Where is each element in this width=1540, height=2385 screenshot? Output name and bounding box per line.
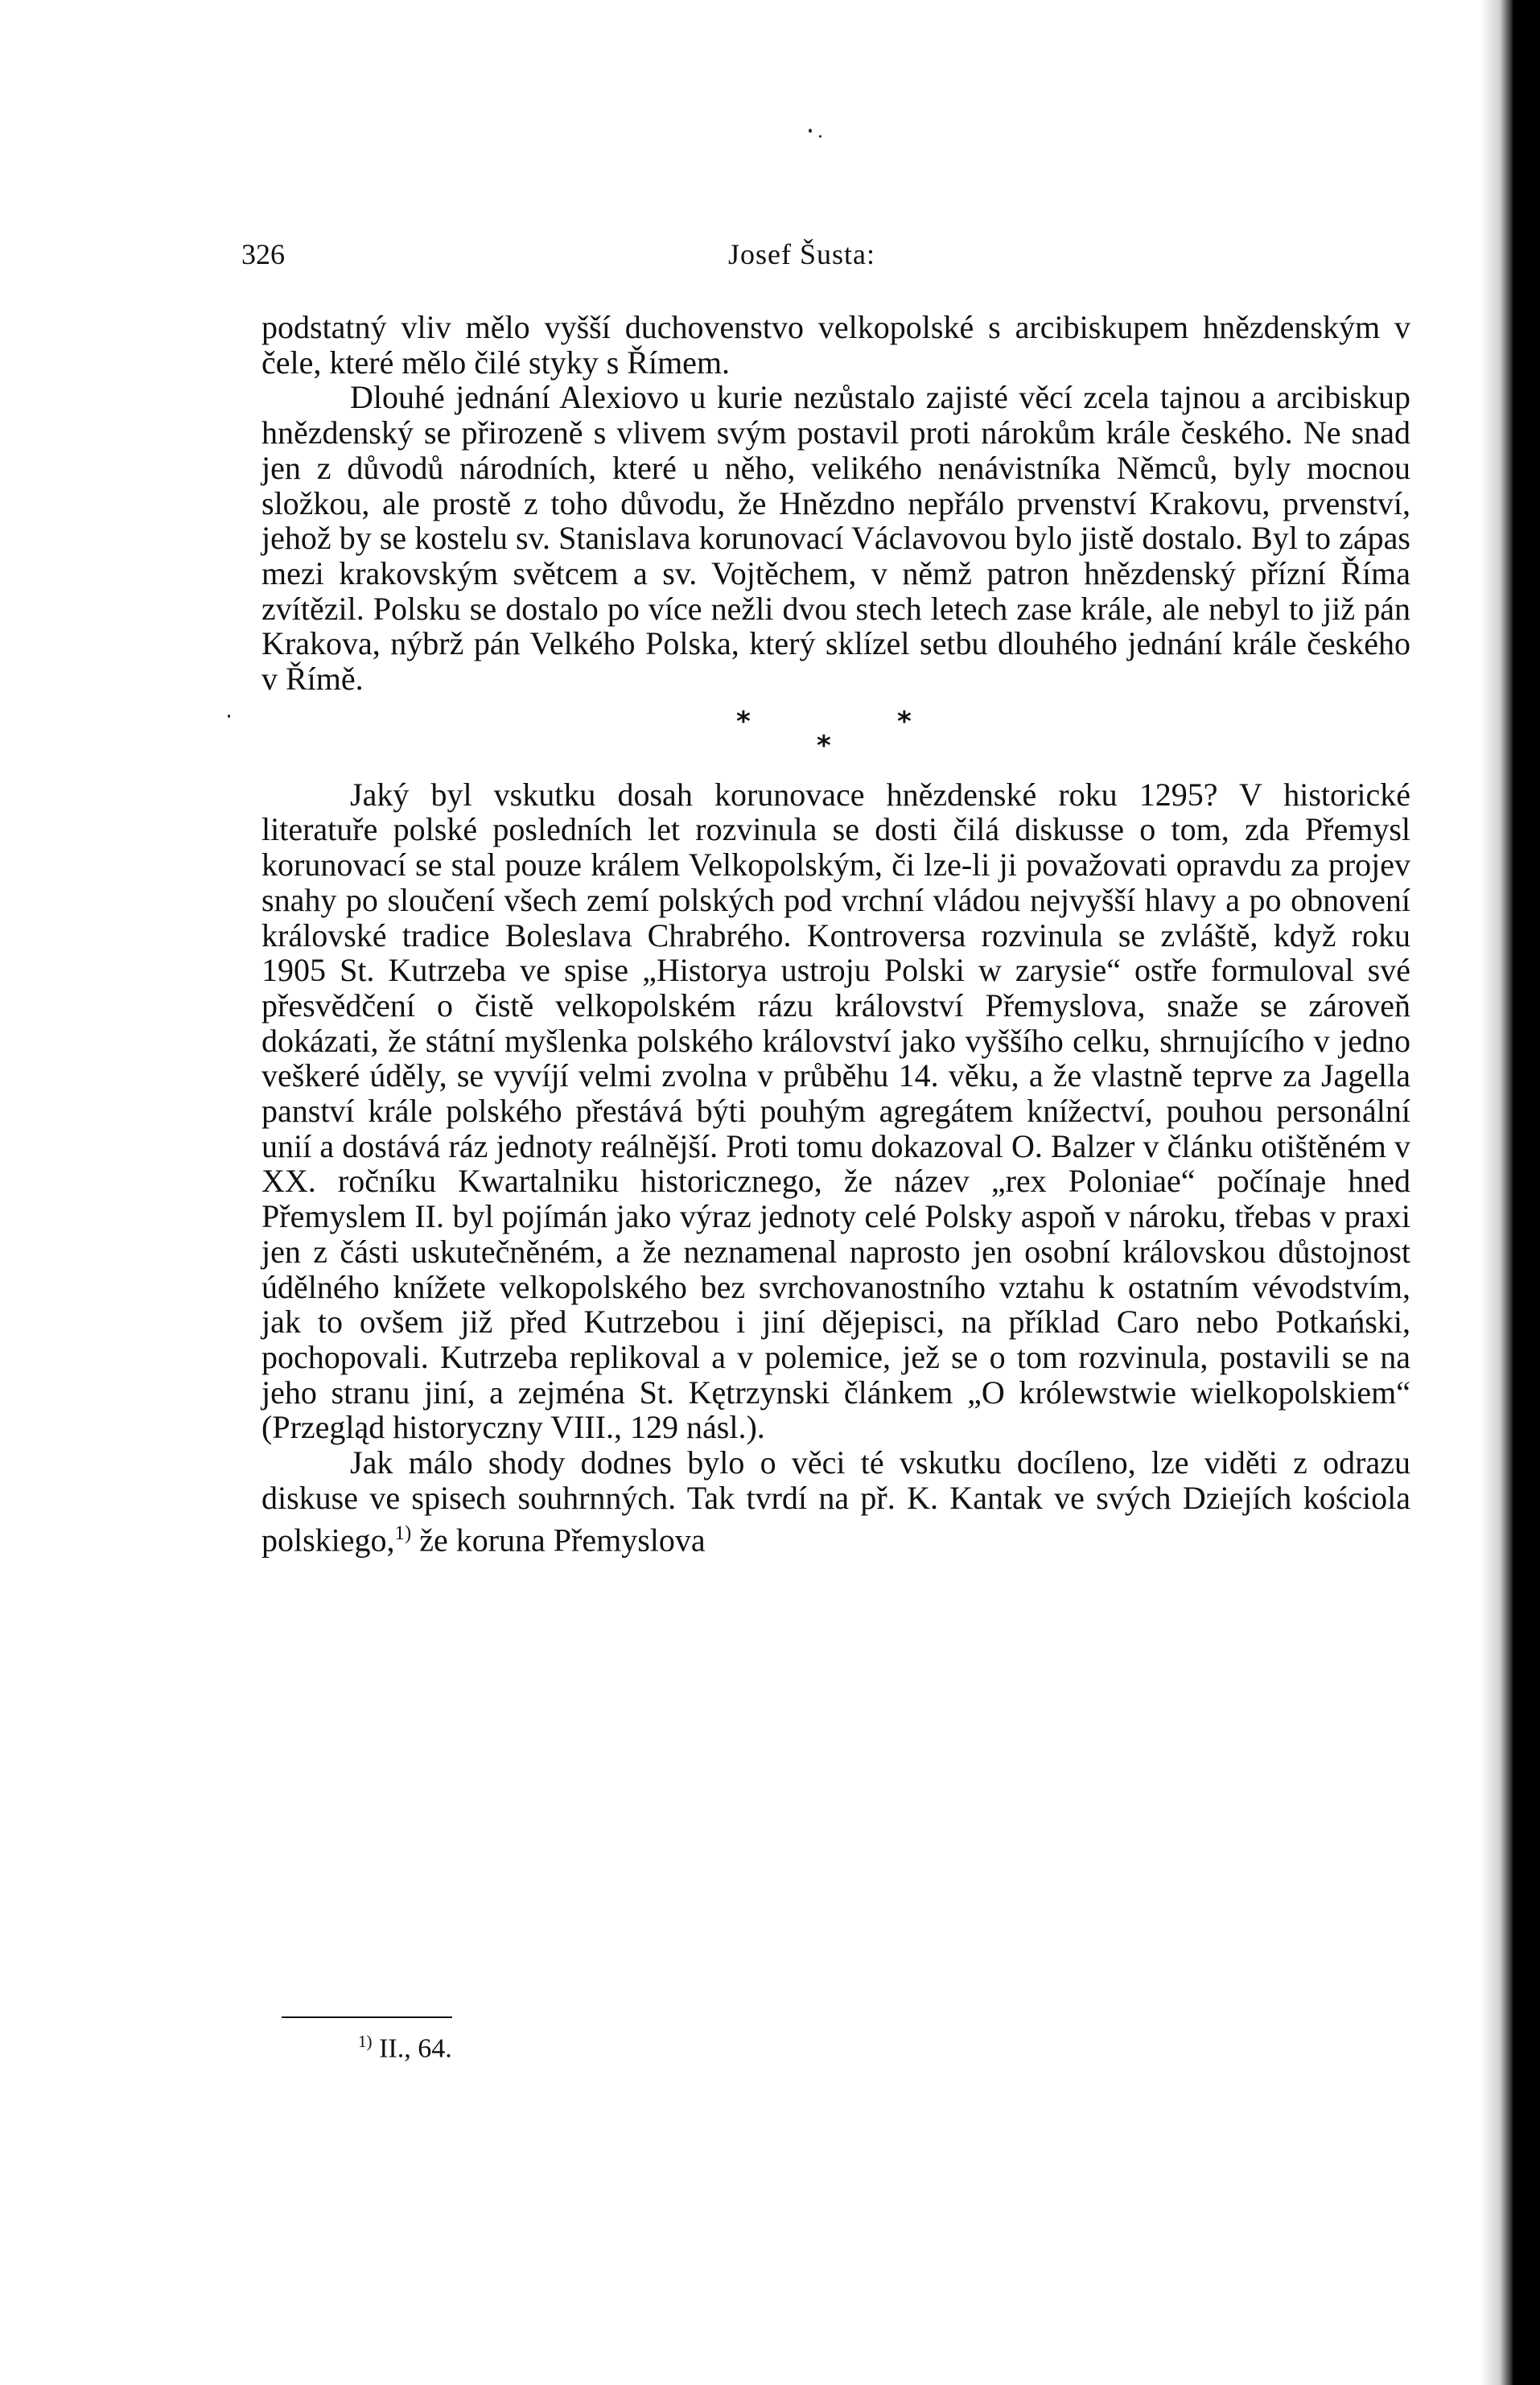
paragraph-continued: podstatný vliv mělo vyšší duchovenstvo velkopolské s arcibiskupem hnězdenským v čele, které mělo čilé styky s Římem. <box>261 309 1410 381</box>
paragraph-coronation-scope: Jaký byl vskutku dosah korunovace hnězdenské roku 1295? V historické literatuře polské posledních let rozvinula se dosti čilá diskusse o tom, zda Přemysl korunovací se stal pouze králem Velkopolským, či lze-li ji považovati opravdu za projev snahy po sloučení všech zemí polských pod vrchní vládou nejvyšší hlavy a po obnovení královské tradice Boleslava Chrabrého. Kontroversa rozvinula se zvláště, když roku 1905 St. Kutrzeba ve spise „Historya ustroju Polski w zarysie“ ostře formuloval své přesvědčení o čistě velkopolském rázu království Přemyslova, snaže se zároveň dokázati, že státní myšlenka polského království jako vyššího celku, shrnujícího v jedno veškeré úděly, se vyvíjí velmi zvolna v průběhu 14. věku, a že vlastně teprve za Jagella panství krále polského přestává býti pouhým agregátem knížectví, pouhou personální unií a dostává ráz jednoty reálnější. Proti tomu dokazoval O. Balzer v článku otištěném v XX. ročníku Kwartalniku historicznego, že název „rex Poloniae“ počínaje hned Přemyslem II. byl pojímán jako výraz jednoty celé Polsky aspoň v nároku, třebas v praxi jen z části uskutečněném, a že neznamenal naprosto jen osobní královskou důstojnost údělného knížete velkopolského bez svrchovanostního vztahu k ostatním vévodstvím, jak to ovšem již před Kutrzebou i jiní dějepisci, na příklad Caro nebo Potkański, pochopovali. Kutrzeba replikoval a v polemice, jež se o tom rozvinula, postavili se na jeho stranu jiní, a zejména St. Kętrzynski článkem „O królewstwie wielkopolskiem“ (Przegląd historyczny VIII., 129 násl.). <box>261 776 1410 1446</box>
section-break-asterisk: * <box>817 729 831 762</box>
section-break-asterisk: * <box>897 705 912 738</box>
page-number: 326 <box>241 238 285 270</box>
footnote-mark: 1) <box>358 2032 373 2051</box>
dust-speck <box>228 715 230 718</box>
paragraph-summary-text: Jak málo shody dodnes bylo o věci té vskutku docíleno, lze viděti z odrazu diskuse ve spisech souhrnných. Tak tvrdí na př. K. Kantak ve svých Dziejích kościola polskiego, <box>261 1444 1410 1558</box>
running-title: Josef Šusta: <box>728 238 875 270</box>
dust-speck <box>819 135 821 138</box>
dust-speck <box>809 129 812 133</box>
footnote-text: II., 64. <box>372 2033 452 2064</box>
paragraph-summary-works <box>261 1445 1410 1557</box>
section-break-asterisk: * <box>736 705 751 738</box>
footnote-divider <box>282 2016 452 2018</box>
section-break <box>261 697 1410 777</box>
footnote-reference[interactable]: 1) <box>394 1522 412 1544</box>
paragraph-alexius-negotiation: Dlouhé jednání Alexiovo u kurie nezůstalo zajisté věcí zcela tajnou a arcibiskup hnězdenský se přirozeně s vlivem svým postavil proti nárokům krále českého. Ne snad jen z důvodů národních, které u něho, velikého nenávistníka Němců, byly mocnou složkou, ale prostě z toho důvodu, že Hnězdno nepřálo prvenství Krakovu, prvenství, jehož by se kostelu sv. Stanislava korunovací Václavovou bylo jistě dostalo. Byl to zápas mezi krakovským světcem a sv. Vojtěchem, v němž patron hnězdenský přízní Říma zvítězil. Polsku se dostalo po více nežli dvou stech letech zase krále, ale nebyl to již pán Krakova, nýbrž pán Velkého Polska, který sklízel setbu dlouhého jednání krále českého v Římě. <box>261 379 1410 698</box>
paragraph-summary-end: že koruna Přemyslova <box>411 1521 706 1558</box>
body-text <box>261 310 1410 1558</box>
page-edge-shadow <box>1480 0 1513 2385</box>
running-head <box>241 237 1408 278</box>
footnote <box>358 2032 452 2064</box>
